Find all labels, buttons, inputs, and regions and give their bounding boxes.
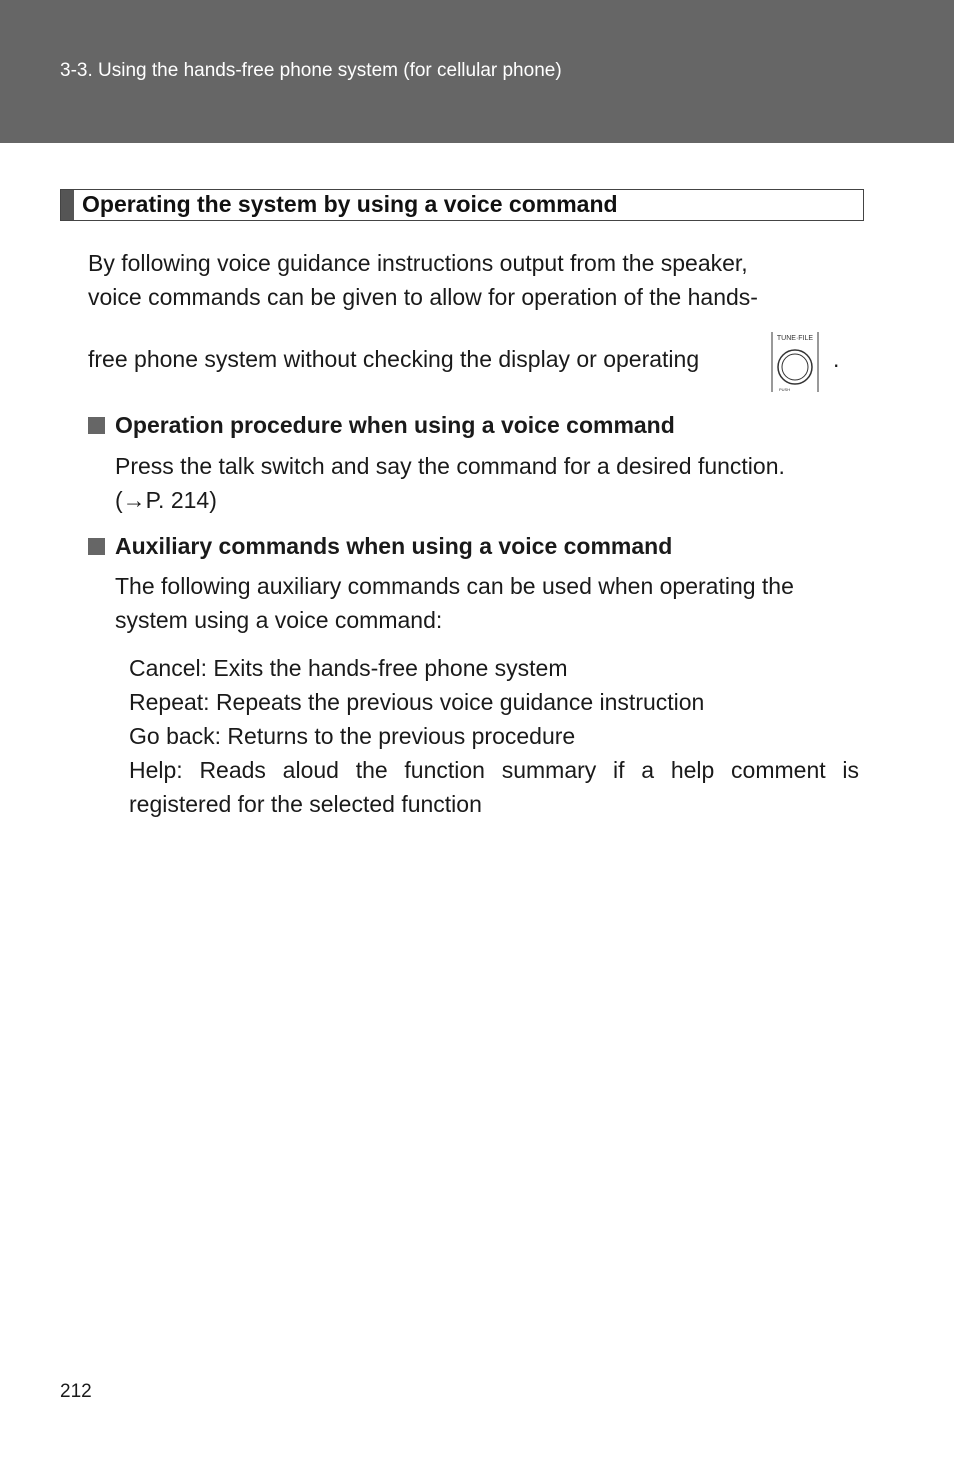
intro-line-3: free phone system without checking the display or operating [88, 346, 700, 372]
auxiliary-heading [88, 533, 672, 560]
section-title: Operating the system by using a voice command [82, 191, 618, 217]
page-number: 212 [60, 1381, 92, 1402]
knob-push-label: PUSH [779, 387, 791, 392]
section-title-box [60, 189, 864, 221]
square-bullet-icon [88, 417, 105, 434]
auxiliary-heading-text: Auxiliary commands when using a voice command [115, 533, 673, 559]
list-item: Help: Reads aloud the function summary if a help comment is registered for the selected function [129, 757, 859, 817]
operation-line-1: Press the talk switch and say the command for a desired function. [115, 453, 785, 479]
operation-body [115, 449, 859, 517]
breadcrumb: 3-3. Using the hands-free phone system (for cellular phone) [60, 60, 562, 81]
list-item: Go back: Returns to the previous procedure [129, 723, 576, 749]
square-bullet-icon [88, 538, 105, 555]
intro-paragraph [88, 246, 859, 314]
tune-file-knob-icon [770, 330, 820, 394]
auxiliary-command-list [129, 651, 859, 821]
intro-line-1: By following voice guidance instructions output from the speaker, [88, 250, 748, 276]
operation-page-reference: (→P. 214) [115, 487, 217, 513]
intro-line-2: voice commands can be given to allow for operation of the hands- [88, 284, 758, 310]
list-item: Cancel: Exits the hands-free phone system [129, 655, 568, 681]
operation-heading-text: Operation procedure when using a voice command [115, 412, 675, 438]
page-header [0, 0, 954, 143]
list-item: Repeat: Repeats the previous voice guidance instruction [129, 689, 705, 715]
operation-heading [88, 412, 675, 439]
knob-label: TUNE·FILE [776, 335, 814, 342]
section-title-marker [61, 190, 74, 220]
auxiliary-body [115, 569, 859, 637]
auxiliary-line-2: system using a voice command: [115, 607, 443, 633]
auxiliary-line-1: The following auxiliary commands can be used when operating the [115, 573, 794, 599]
intro-period: . [833, 346, 840, 372]
